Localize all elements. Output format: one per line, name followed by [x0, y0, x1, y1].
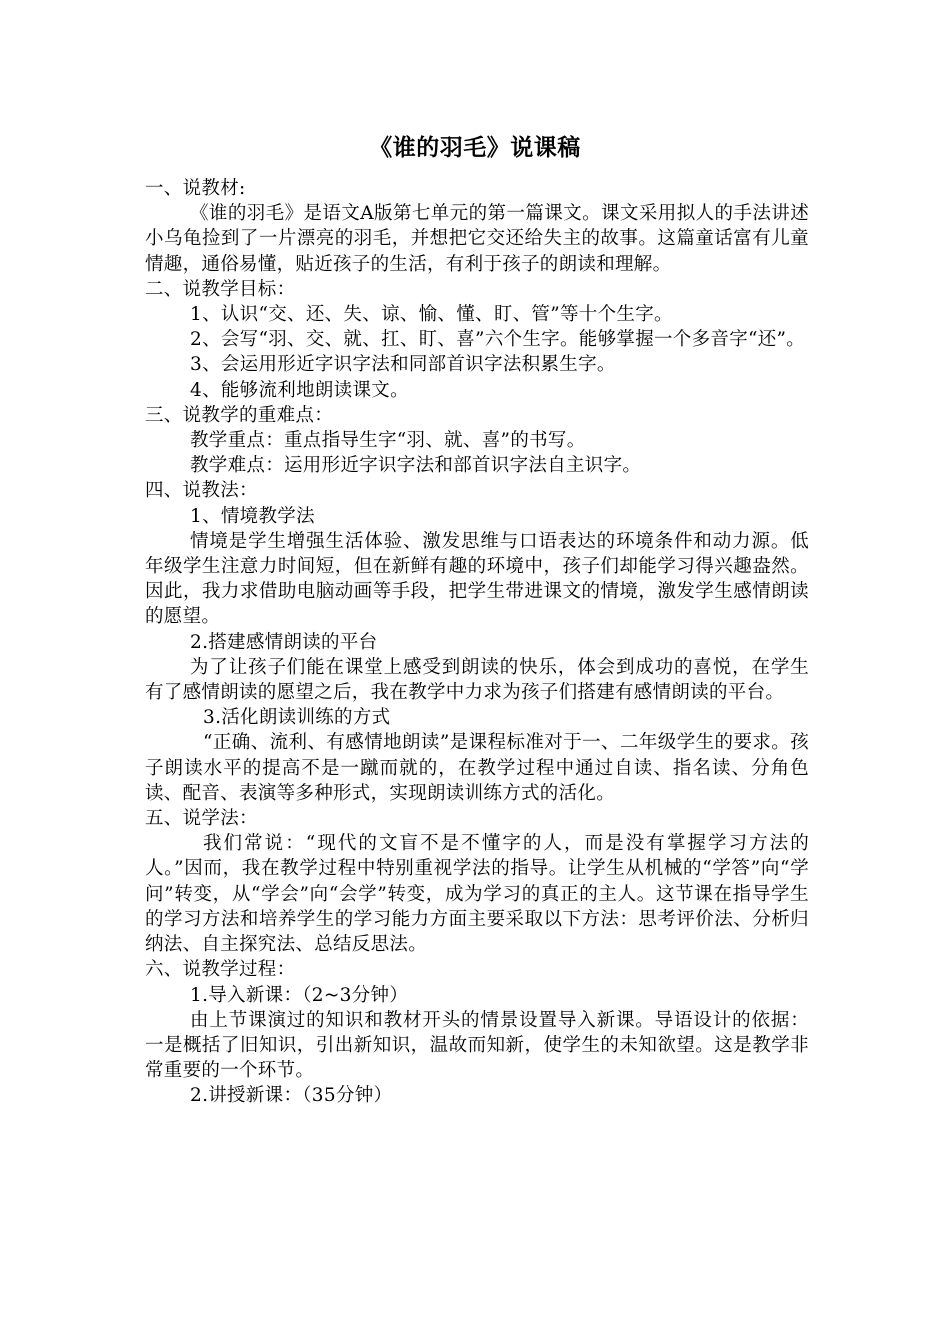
paragraph: “正确、流利、有感情地朗读”是课程标准对于一、二年级学生的要求。孩子朗读水平的提高不是一蹴而就的，在教学过程中通过自读、指名读、分角色读、配音、表演等多种形式，实现朗读训练方式的活化。 [145, 732, 809, 804]
paragraph: 3.活化朗读训练的方式 [203, 707, 391, 729]
paragraph: 2、会写“羽、交、就、扛、盯、喜”六个生字。能够掌握一个多音字“还”。 [190, 329, 806, 351]
paragraph: 教学难点：运用形近字识字法和部首识字法自主识字。 [190, 455, 642, 477]
paragraph: 《谁的羽毛》是语文A版第七单元的第一篇课文。课文采用拟人的手法讲述小乌龟捡到了一片漂亮的羽毛，并想把它交还给失主的故事。这篇童话富有儿童情趣，通俗易懂，贴近孩子的生活，有利于孩子的朗读和理解。 [145, 203, 809, 275]
paragraph: 情境是学生增强生活体验、激发思维与口语表达的环境条件和动力源。低年级学生注意力时间短，但在新鲜有趣的环境中，孩子们却能学习得兴趣盎然。因此，我力求借助电脑动画等手段，把学生带进课文的情境，激发学生感情朗读的愿望。 [145, 530, 809, 628]
paragraph: 四、说教法： [145, 480, 258, 502]
paragraph: 1、认识“交、还、失、谅、愉、懂、盯、管”等十个生字。 [190, 304, 673, 326]
paragraph: 4、能够流利地朗读课文。 [190, 379, 409, 401]
paragraph: 为了让孩子们能在课堂上感受到朗读的快乐，体会到成功的喜悦，在学生有了感情朗读的愿望之后，我在教学中力求为孩子们搭建有感情朗读的平台。 [145, 656, 809, 704]
paragraph: 教学重点：重点指导生字“羽、就、喜”的书写。 [190, 430, 586, 452]
paragraph: 五、说学法： [145, 808, 258, 830]
paragraph: 二、说教学目标： [145, 278, 296, 300]
paragraph: 3、会运用形近字识字法和同部首识字法积累生字。 [190, 354, 616, 376]
paragraph: 我们常说：“现代的文盲不是不懂字的人，而是没有掌握学习方法的人。”因而，我在教学过程中特别重视学法的指导。让学生从机械的“学答”向“学问”转变，从“学会”向“会学”转变，成为学习的真正的主人。这节课在指导学生的学习方法和培养学生的学习能力方面主要采取以下方法：思考评价法、分析归纳法、自主探究法、总结反思法。 [145, 833, 809, 956]
paragraph: 1.导入新课：（2~3分钟） [190, 984, 409, 1006]
paragraph: 2.搭建感情朗读的平台 [190, 631, 378, 653]
paragraph: 由上节课演过的知识和教材开头的情景设置导入新课。导语设计的依据：一是概括了旧知识，引出新知识，温故而知新，使学生的未知欲望。这是教学非常重要的一个环节。 [145, 1009, 809, 1082]
paragraph: 三、说教学的重难点： [145, 404, 334, 426]
paragraph: 六、说教学过程： [145, 959, 296, 981]
paragraph: 2.讲授新课：（35分钟） [190, 1085, 393, 1107]
document-title: 《谁的羽毛》说课稿 [369, 135, 581, 161]
paragraph: 一、说教材: [145, 178, 246, 199]
paragraph: 1、情境教学法 [190, 505, 315, 527]
document-body [145, 176, 809, 1109]
